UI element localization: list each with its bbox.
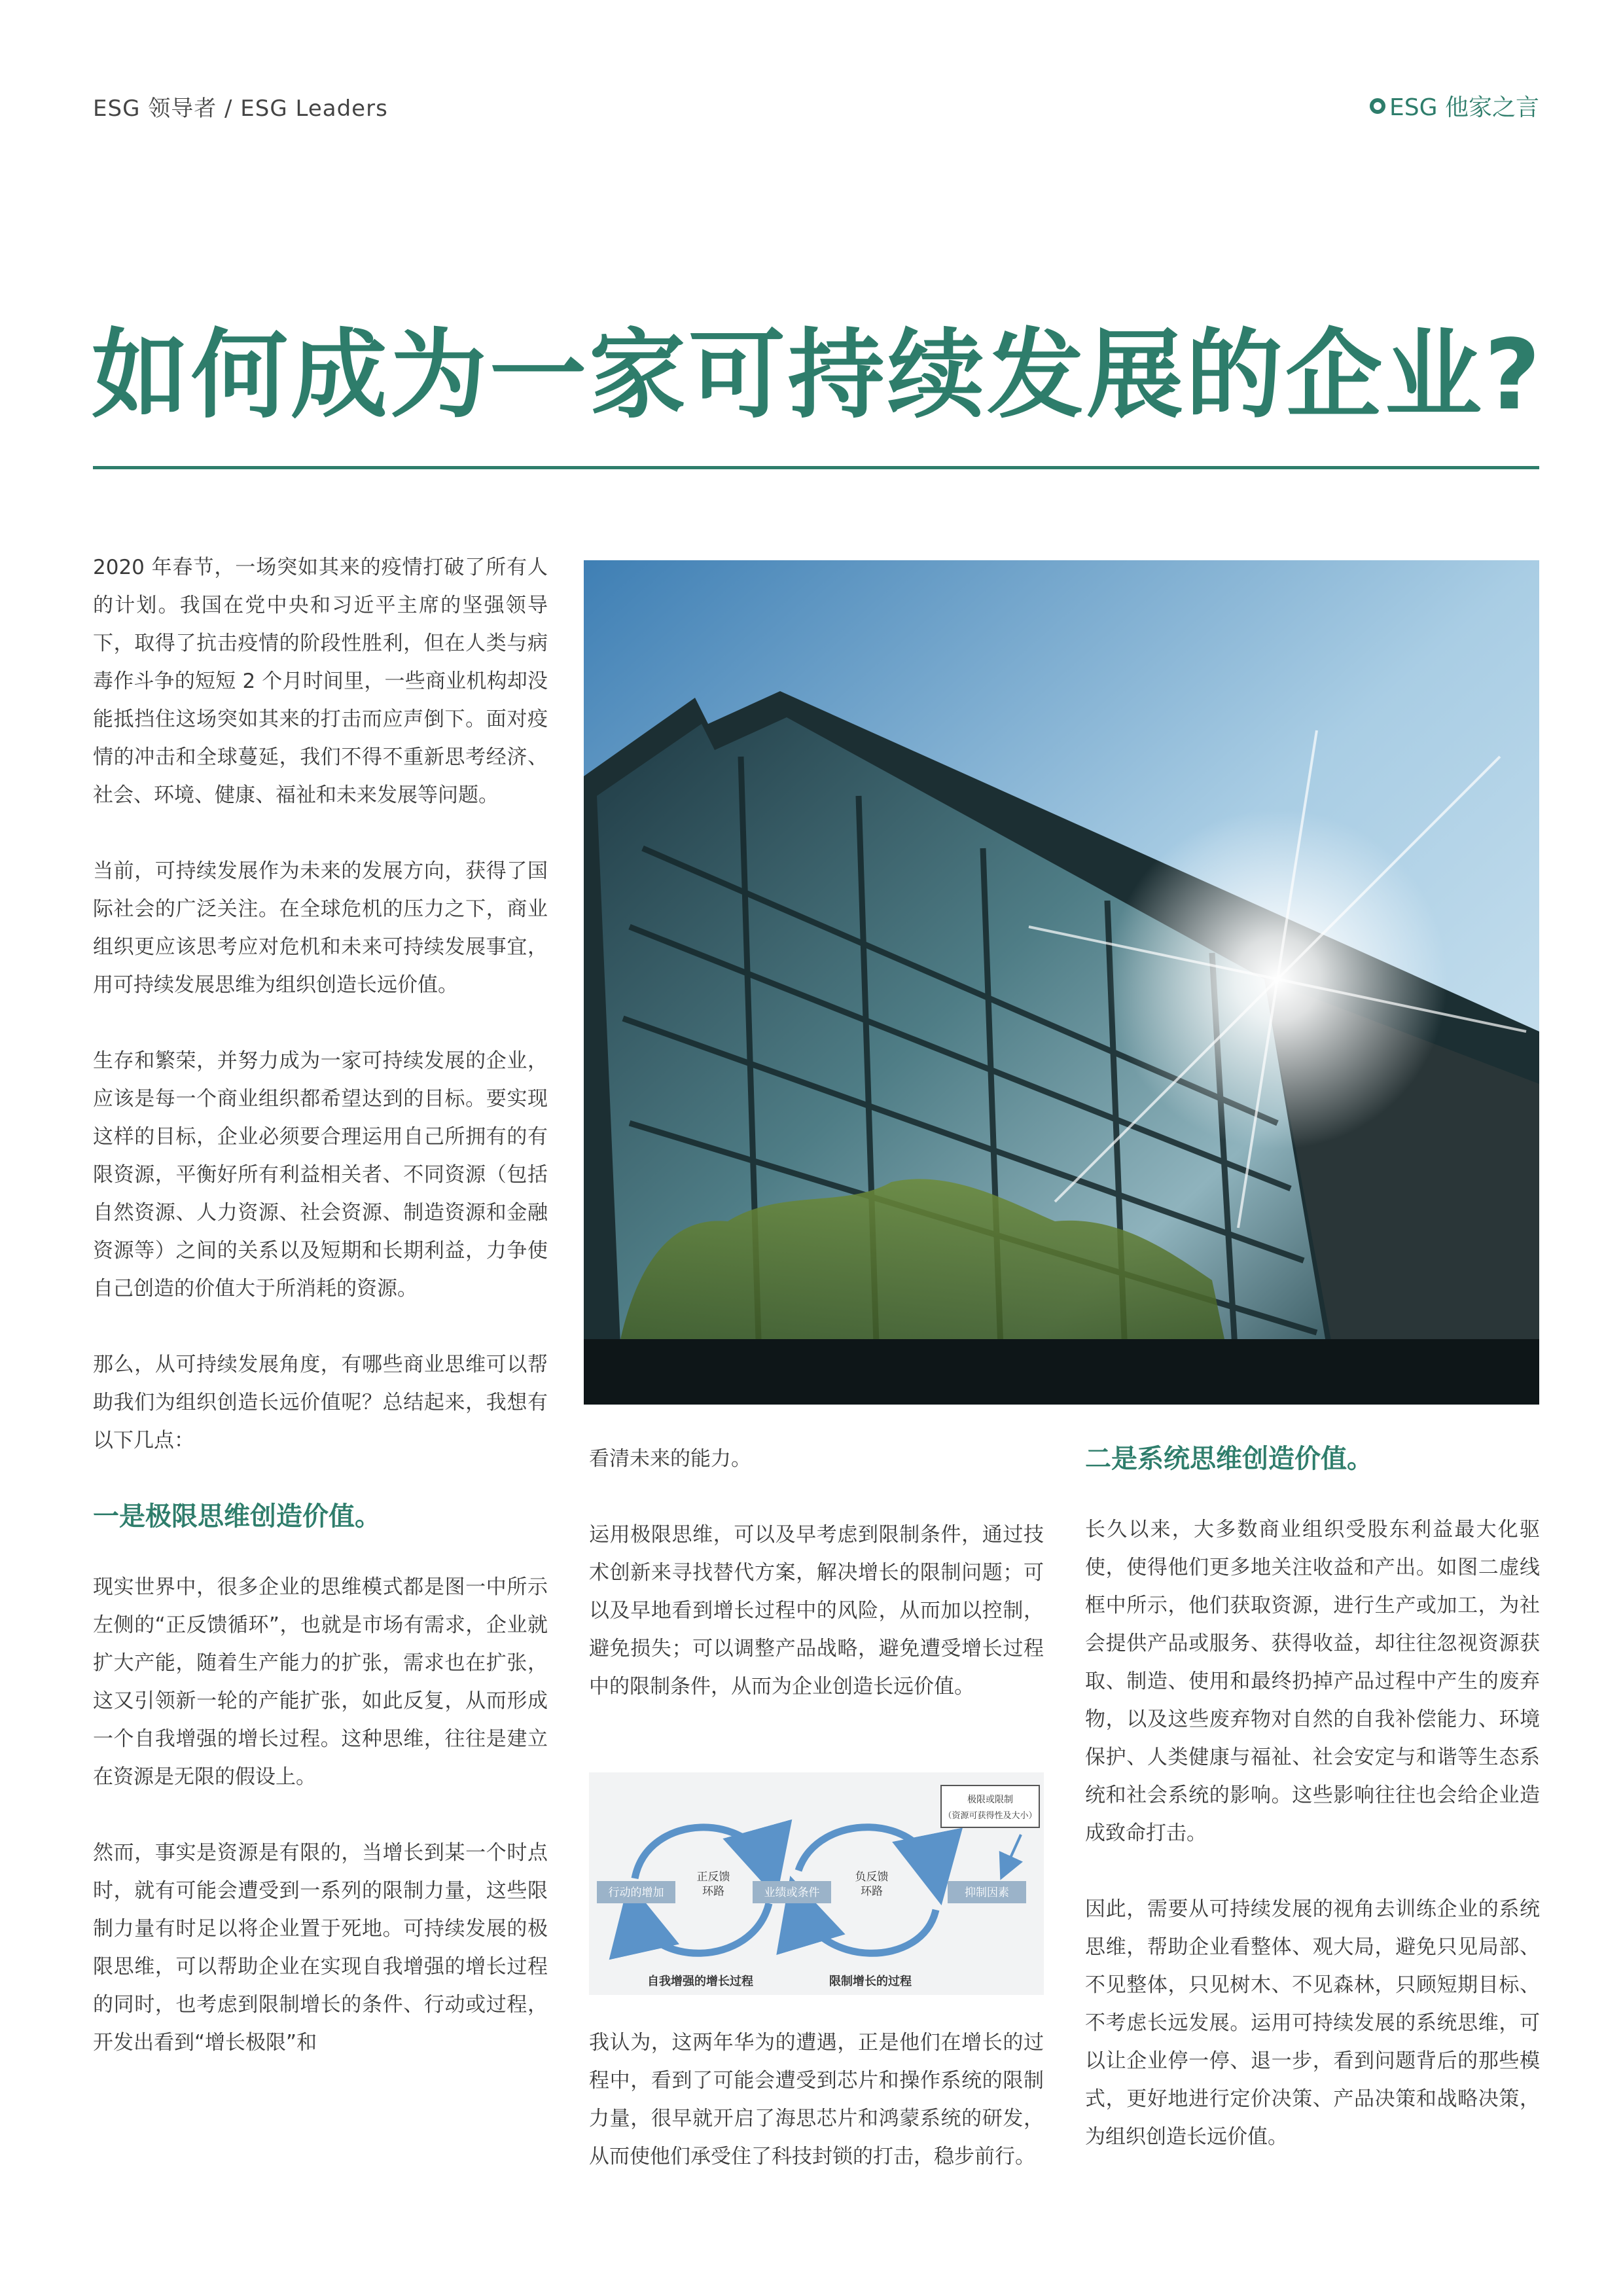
label-positive-loop-2: 环路 <box>702 1885 724 1898</box>
label-negative-loop: 负反馈 <box>855 1871 889 1884</box>
section-heading: 一是极限思维创造价值。 <box>93 1501 381 1532</box>
caption-growth: 自我增强的增长过程 <box>647 1975 753 1988</box>
section-heading: 二是系统思维创造价值。 <box>1085 1444 1373 1474</box>
paragraph: 看清未来的能力。 <box>589 1447 751 1471</box>
label-limit-sub: （资源可获得性及大小） <box>943 1811 1037 1821</box>
paragraph: 因此，需要从可持续发展的视角去训练企业的系统思维，帮助企业看整体、观大局，避免只见局部、不见整体，只见树木、不见森林，只顾短期目标、不考虑长远发展。运用可持续发展的系统思维，可以让企业停一停、退一步，看到问题背后的那些模式，更好地进行定价决策、产品决策和战略决策，为组织创造长远价值。 <box>1085 1897 1540 2149</box>
header-column-text: ESG 他家之言 <box>1389 94 1539 121</box>
label-suppressor: 抑制因素 <box>965 1886 1009 1899</box>
label-action-increase: 行动的增加 <box>608 1886 664 1899</box>
label-positive-loop: 正反馈 <box>696 1871 730 1884</box>
paragraph: 长久以来，大多数商业组织受股东利益最大化驱使，使得他们更多地关注收益和产出。如图二虚线框中所示，他们获取资源，进行生产或加工，为社会提供产品或服务、获得收益，却往往忽视资源获取、制造、使用和最终扔掉产品过程中产生的废弃物，以及这些废弃物对自然的自我补偿能力、环境保护、人类健康与福祉、社会安定与和谐等生态系统和社会系统的影响。这些影响往往也会给企业造成致命打击。 <box>1085 1518 1540 1845</box>
label-limit: 极限或限制 <box>967 1795 1013 1805</box>
paragraph: 那么，从可持续发展角度，有哪些商业思维可以帮助我们为组织创造长远价值呢？总结起来，我想有以下几点： <box>93 1353 548 1452</box>
caption-limit: 限制增长的过程 <box>829 1975 912 1988</box>
header-column-label <box>1370 89 1539 122</box>
title-divider <box>93 466 1539 469</box>
paragraph: 生存和繁荣，并努力成为一家可持续发展的企业，应该是每一个商业组织都希望达到的目标。要实现这样的目标，企业必须要合理运用自己所拥有的有限资源，平衡好所有利益相关者、不同资源（包括自然资源、人力资源、社会资源、制造资源和金融资源等）之间的关系以及短期和长期利益，力争使自己创造的价值大于所消耗的资源。 <box>93 1049 548 1300</box>
paragraph: 2020 年春节，一场突如其来的疫情打破了所有人的计划。我国在党中央和习近平主席的坚强领导下，取得了抗击疫情的阶段性胜利，但在人类与病毒作斗争的短短 2 个月时间里，一些商业机构却没能抵挡住这场突如其来的打击而应声倒下。面对疫情的冲击和全球蔓延，我们不得不重新思考经济、社会、环境、健康、福祉和未来发展等问题。 <box>93 556 548 807</box>
text-column-right <box>1085 1440 1540 2194</box>
circle-icon <box>1370 98 1385 114</box>
paragraph: 当前，可持续发展作为未来的发展方向，获得了国际社会的广泛关注。在全球危机的压力之下，商业组织更应该思考应对危机和未来可持续发展事宜，用可持续发展思维为组织创造长远价值。 <box>93 859 548 997</box>
label-negative-loop-2: 环路 <box>861 1885 883 1898</box>
box-limit <box>941 1785 1039 1827</box>
paragraph: 然而，事实是资源是有限的，当增长到某一个时点时，就有可能会遭受到一系列的限制力量，这些限制力量有时足以将企业置于死地。可持续发展的极限思维，可以帮助企业在实现自我增强的增长过程的同时，也考虑到限制增长的条件、行动或过程，开发出看到“增长极限”和 <box>93 1841 548 2054</box>
paragraph: 运用极限思维，可以及早考虑到限制条件，通过技术创新来寻找替代方案，解决增长的限制问题；可以及早地看到增长过程中的风险，从而加以控制，避免损失；可以调整产品战略，避免遭受增长过程中的限制条件，从而为企业创造长远价值。 <box>589 1523 1044 1698</box>
text-column-left <box>93 548 548 2062</box>
feedback-loop-diagram <box>589 1772 1044 1995</box>
paragraph: 我认为，这两年华为的遭遇，正是他们在增长的过程中，看到了可能会遭受到芯片和操作系统的限制力量，很早就开启了海思芯片和鸿蒙系统的研发，从而使他们承受住了科技封锁的打击，稳步前行。 <box>589 2031 1044 2168</box>
building-photo <box>584 560 1539 1405</box>
label-performance: 业绩或条件 <box>764 1886 820 1899</box>
paragraph: 现实世界中，很多企业的思维模式都是图一中所示左侧的“正反馈循环”，也就是市场有需求，企业就扩大产能，随着生产能力的扩张，需求也在扩张，这又引领新一轮的产能扩张，如此反复，从而形成一个自我增强的增长过程。这种思维，往往是建立在资源是无限的假设上。 <box>93 1575 548 1789</box>
article-title: 如何成为一家可持续发展的企业? <box>92 319 1543 431</box>
header-section-label: ESG 领导者 / ESG Leaders <box>93 96 388 122</box>
